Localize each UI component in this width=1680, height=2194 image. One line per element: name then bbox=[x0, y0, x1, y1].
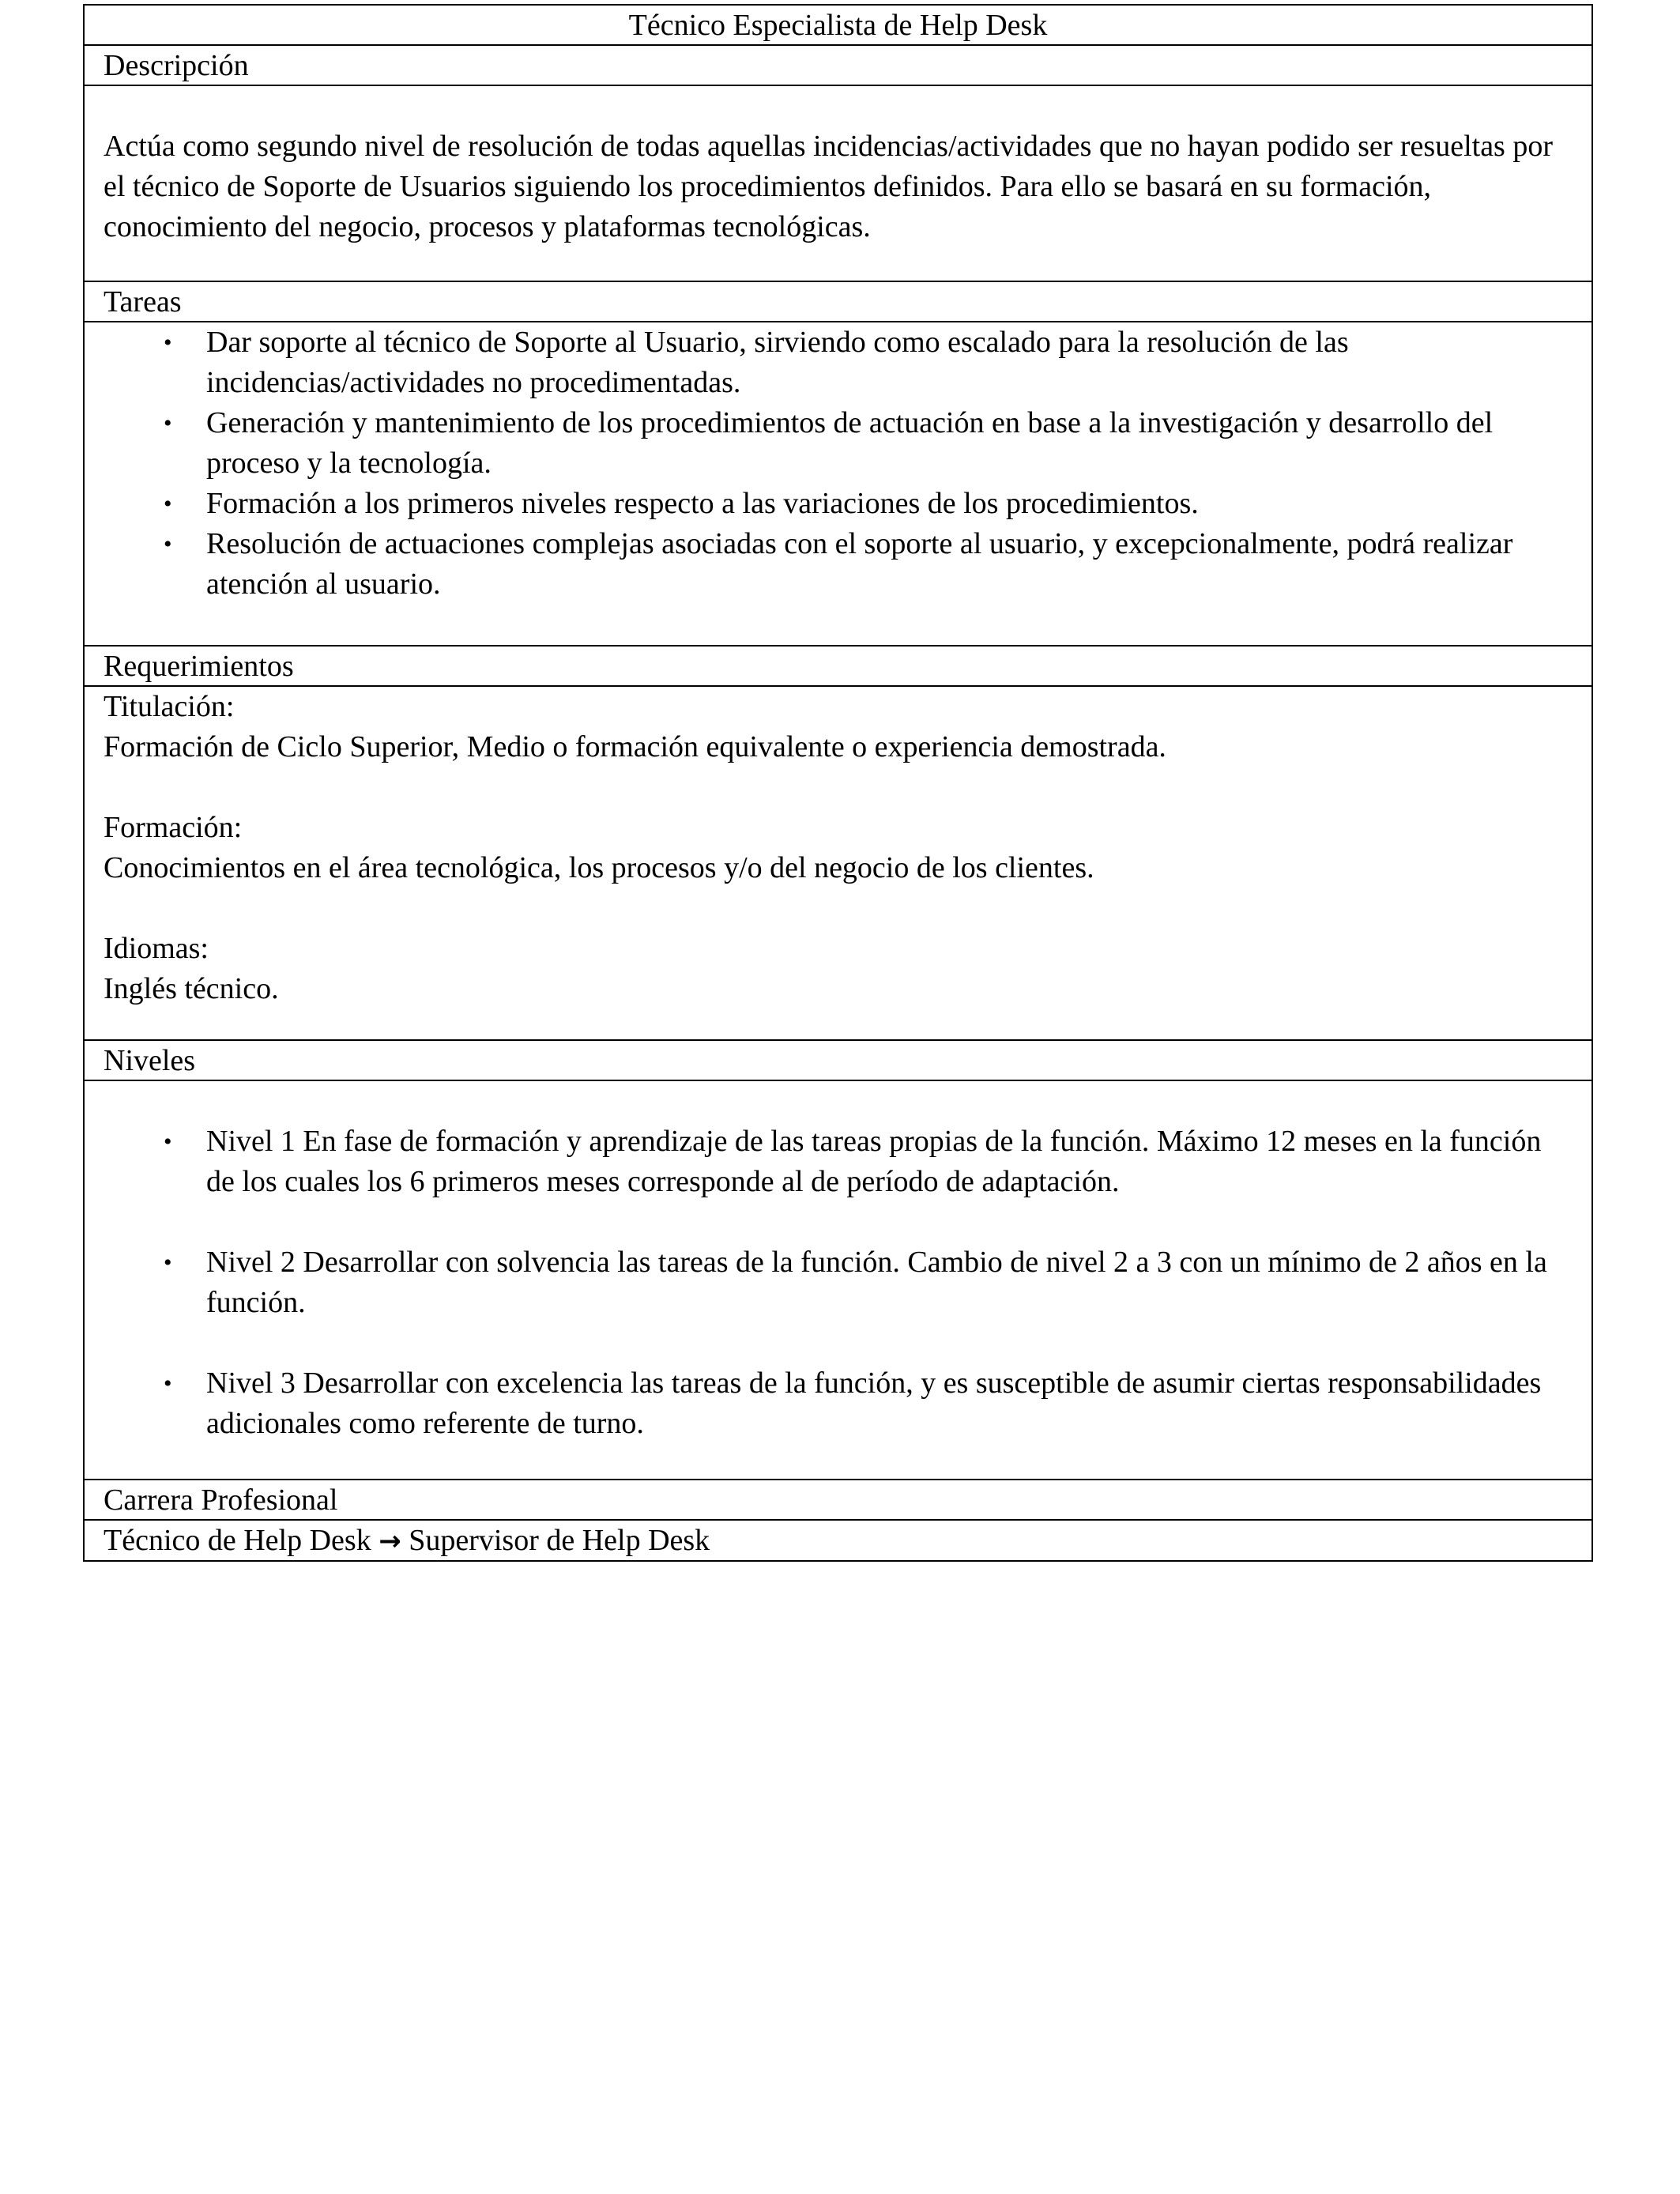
task-text: Formación a los primeros niveles respecto a las variaciones de los procedimientos. bbox=[206, 487, 1199, 520]
tasks-list bbox=[104, 322, 1560, 605]
level-text: Nivel 1 En fase de formación y aprendizaje de las tareas propias de la función. Máximo 12 meses en la función de los cuales los 6 primeros meses corresponde al de período de adaptación. bbox=[206, 1125, 1542, 1198]
levels-list bbox=[104, 1122, 1573, 1444]
bullet-icon: • bbox=[164, 410, 172, 436]
levels-header: Niveles bbox=[85, 1041, 1591, 1081]
formacion-text: Conocimientos en el área tecnológica, los procesos y/o del negocio de los clientes. bbox=[104, 851, 1094, 884]
titulacion-text: Formación de Ciclo Superior, Medio o formación equivalente o experiencia demostrada. bbox=[104, 730, 1166, 763]
level-text: Nivel 2 Desarrollar con solvencia las tareas de la función. Cambio de nivel 2 a 3 con un mínimo de 2 años en la función. bbox=[206, 1246, 1547, 1319]
bullet-icon: • bbox=[164, 531, 172, 557]
description-text: Actúa como segundo nivel de resolución de todas aquellas incidencias/actividades que no hayan podido ser resueltas por el técnico de Soporte de Usuarios siguiendo los procedimientos definidos. Para ello se basará en su formación, conocimiento del negocio, procesos y plataformas tecnológicas. bbox=[104, 130, 1554, 243]
requirements-body bbox=[85, 687, 1591, 1041]
bullet-icon: • bbox=[164, 1250, 172, 1276]
job-title: Técnico Especialista de Help Desk bbox=[85, 6, 1591, 46]
list-item bbox=[104, 1363, 1573, 1444]
career-from: Técnico de Help Desk bbox=[104, 1524, 371, 1557]
requirements-header: Requerimientos bbox=[85, 647, 1591, 687]
description-header: Descripción bbox=[85, 46, 1591, 86]
list-item bbox=[104, 322, 1560, 403]
idiomas-text: Inglés técnico. bbox=[104, 972, 279, 1005]
description-body bbox=[85, 86, 1591, 282]
formacion-label: Formación: bbox=[104, 811, 243, 844]
career-to: Supervisor de Help Desk bbox=[409, 1524, 710, 1557]
list-item bbox=[104, 1242, 1573, 1323]
list-item bbox=[104, 524, 1560, 605]
tasks-header: Tareas bbox=[85, 282, 1591, 322]
idiomas-label: Idiomas: bbox=[104, 932, 209, 965]
task-text: Resolución de actuaciones complejas asociadas con el soporte al usuario, y excepcionalmente, podrá realizar atención al usuario. bbox=[206, 527, 1513, 601]
levels-body bbox=[85, 1081, 1591, 1480]
bullet-icon: • bbox=[164, 491, 172, 517]
bullet-icon: • bbox=[164, 330, 172, 356]
list-item bbox=[104, 1122, 1573, 1202]
level-text: Nivel 3 Desarrollar con excelencia las tareas de la función, y es susceptible de asumir ciertas responsabilidades adicionales como referente de turno. bbox=[206, 1367, 1542, 1440]
bullet-icon: • bbox=[164, 1370, 172, 1397]
titulacion-label: Titulación: bbox=[104, 690, 235, 723]
list-item bbox=[104, 403, 1560, 484]
career-header: Carrera Profesional bbox=[85, 1480, 1591, 1521]
task-text: Dar soporte al técnico de Soporte al Usuario, sirviendo como escalado para la resolución de las incidencias/actividades no procedimentadas. bbox=[206, 326, 1349, 399]
task-text: Generación y mantenimiento de los procedimientos de actuación en base a la investigación y desarrollo del proceso y la tecnología. bbox=[206, 406, 1494, 480]
list-item bbox=[104, 484, 1560, 524]
career-path bbox=[85, 1521, 1591, 1560]
job-description-table bbox=[83, 4, 1593, 1562]
arrow-right-icon: → bbox=[379, 1525, 401, 1557]
bullet-icon: • bbox=[164, 1129, 172, 1155]
tasks-body bbox=[85, 322, 1591, 647]
